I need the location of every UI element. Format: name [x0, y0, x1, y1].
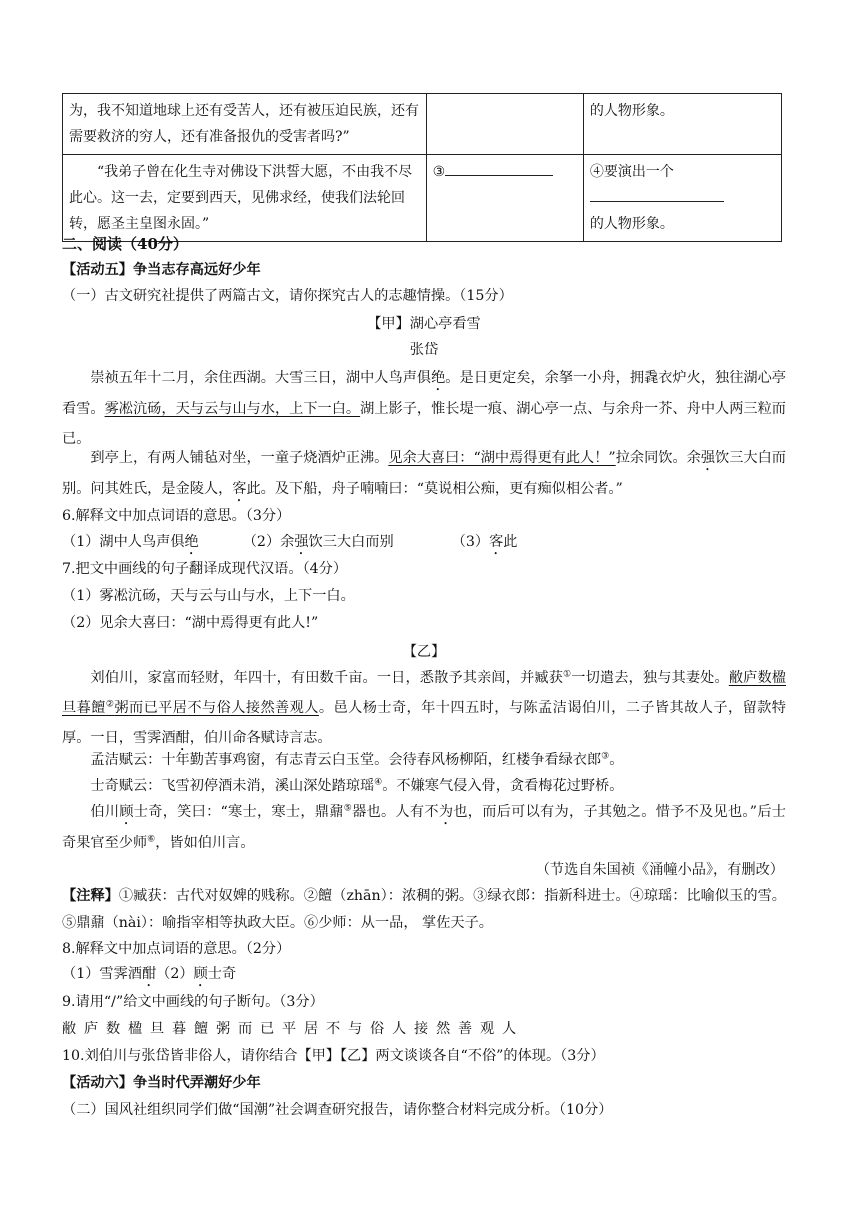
footnote-mark: ④ — [374, 777, 383, 788]
underlined-sentence: 见余大喜曰：“湖中焉得更有此人！” — [388, 450, 616, 466]
text: 一切遣去，独与其妻处。 — [571, 670, 729, 686]
answer-cell[interactable] — [426, 155, 583, 242]
text: 士奇，笑曰：“寒士，寒士，鼎鼐 — [133, 804, 344, 820]
footnote-mark: ③ — [601, 751, 610, 762]
answer-text: 的人物形象。 — [589, 216, 674, 232]
activity-heading — [62, 1071, 802, 1095]
answer-text: 的人物形象。 — [589, 103, 674, 119]
dotted-word: 客 — [489, 534, 504, 550]
footnote-mark: ② — [105, 699, 115, 710]
text: 此 — [503, 534, 518, 550]
text: （2）余 — [242, 534, 295, 550]
text: 。 — [609, 752, 624, 768]
text: 湖上影子，惟长堤一痕、湖心亭一点、与余舟一芥、舟中人两三粒而已。 — [62, 401, 786, 447]
blank-label: ③ — [432, 164, 446, 180]
dotted-word: 酣 — [175, 730, 190, 746]
text: 孟洁赋云：十年勤苦事鸡窗，有志青云白玉堂。会待春风杨柳陌，红楼争看绿衣郎 — [90, 752, 602, 768]
answer-cell[interactable] — [426, 94, 583, 155]
passage-paragraph — [62, 797, 786, 858]
passage-paragraph — [62, 363, 786, 454]
text: 此。及下船，舟子喃喃曰：“莫说相公痴，更有痴似相公者。” — [246, 481, 623, 497]
text: （1）湖中人鸟声俱 — [62, 534, 185, 550]
dotted-word: 为 — [438, 804, 454, 820]
question-intro: （一）古文研究社提供了两篇古文，请你探究古人的志趣情操。（15分） — [62, 288, 513, 304]
text: 拉余同饮。余 — [615, 450, 701, 466]
text: 。邑人杨士奇，年十四五时，与陈孟洁谒伯川，二子皆其故人子，留款特厚。一日，雪霁酒 — [62, 700, 786, 746]
question-10: 10.刘伯川与张岱皆非俗人，请你结合【甲】【乙】两文谈谈各自“不俗”的体现。（3分） — [62, 1048, 605, 1064]
question-6: 6.解释文中加点词语的意思。（3分） — [62, 508, 291, 524]
notes — [62, 883, 786, 937]
footnote-mark: ① — [563, 669, 572, 680]
text: 。不嫌寒气侵入骨，贪看梅花过野桥。 — [382, 778, 624, 794]
question-9: 9.请用“/”给文中画线的句子断句。（3分） — [62, 994, 324, 1010]
text: 。是日更定矣，余拏一小舟，拥毳衣炉火，独往湖心亭看雪。 — [62, 370, 786, 417]
dotted-word: 顾 — [119, 804, 134, 820]
quote-cell — [63, 155, 427, 242]
text: 伯川 — [90, 804, 120, 820]
text: ，伯川命各赋诗言志。 — [189, 730, 332, 746]
text: ，皆如伯川言。 — [155, 835, 255, 851]
answer-prefix: ④要演出一个 — [589, 164, 674, 180]
activity-label: 【活动五】 — [62, 262, 133, 278]
section-title: 二、阅读（40分） — [62, 235, 188, 253]
text: 崇祯五年十二月，余住西湖。大雪三日，湖中人鸟声俱 — [90, 370, 432, 386]
dotted-word: 客 — [232, 481, 247, 497]
table-row — [63, 94, 782, 155]
question-7-item: （1）雾凇沆砀，天与云与山与水，上下一白。 — [62, 588, 355, 604]
text: （1）雪霁酒 — [62, 966, 142, 982]
text: 也，而后可以有为，子其勉之。惜予不及见也。”后士奇果官至少师 — [62, 804, 786, 851]
text: （2） — [156, 966, 194, 982]
dotted-word: 绝 — [184, 534, 199, 550]
text: 器也。人有不 — [352, 804, 439, 820]
text: 刘伯川，家富而轻财，年四十，有田数千亩。一日，悉散予其亲闾，并臧获 — [90, 670, 564, 686]
text: （3） — [451, 534, 490, 550]
question-6-items — [62, 530, 802, 558]
underlined-sentence: 雾凇沆砀，天与云与山与水，上下一白。 — [104, 401, 361, 417]
question-7-item: （2）见余大喜曰：“湖中焉得更有此人!” — [62, 615, 319, 631]
text: 敝庐数楹旦暮饘 — [62, 670, 786, 716]
text: 饮三大白而别。问其姓氏，是金陵人， — [62, 450, 786, 497]
answer-cell[interactable] — [583, 155, 781, 242]
text: 饮三大白而别 — [308, 534, 394, 550]
question-7: 7.把文中画线的句子翻译成现代汉语。（4分） — [62, 561, 348, 577]
source-citation: （节选自朱国祯《涌幢小品》，有删改） — [535, 862, 784, 878]
notes-label: 【注释】 — [62, 888, 119, 904]
activity-heading — [62, 258, 802, 282]
footnote-mark: ⑥ — [147, 834, 156, 845]
passage-author: 张岱 — [409, 342, 439, 358]
question-8-items — [62, 962, 802, 990]
question-intro: （二）国风社组织同学们做“国潮”社会调查研究报告，请你整合材料完成分析。（10分） — [62, 1102, 613, 1118]
passage-paragraph — [62, 443, 786, 505]
answer-blank[interactable] — [445, 159, 553, 176]
activity-label: 【活动六】 — [62, 1075, 133, 1091]
role-table — [62, 93, 782, 242]
dotted-word: 顾 — [193, 966, 208, 982]
notes-text: ①臧获：古代对奴婢的贱称。②饘（zhān）：浓稠的粥。③绿衣郎：指新科进士。④琼瑶：比喻似玉的雪。⑤鼎鼐（nài）：喻指宰相等执政大臣。⑥少师：从一品， 掌佐天子。 — [62, 888, 786, 931]
answer-blank[interactable] — [590, 185, 724, 202]
dotted-word: 绝 — [431, 370, 446, 386]
dotted-word: 酣 — [141, 966, 157, 982]
quote-cell — [63, 94, 427, 155]
activity-title: 争当时代弄潮好少年 — [132, 1075, 261, 1091]
question-9-text: 敝庐数楹旦暮饘粥而已平居不与俗人接然善观人 — [62, 1021, 524, 1037]
dotted-word: 强 — [700, 450, 716, 466]
quote-text: “我弟子曾在化生寺对佛设下洪誓大愿，不由我不尽此心。这一去，定要到西天，见佛求经，使我们法轮回转，愿圣主皇图永固。” — [69, 164, 413, 232]
answer-cell[interactable] — [583, 94, 781, 155]
text: 士奇 — [207, 966, 237, 982]
activity-title: 争当志存高远好少年 — [132, 262, 261, 278]
passage-title: 【乙】 — [402, 644, 446, 660]
passage-title: 【甲】湖心亭看雪 — [367, 316, 481, 332]
text: 到亭上，有两人铺毡对坐，一童子烧酒炉正沸。 — [90, 450, 389, 466]
text: 士奇赋云：飞雪初停酒未消，溪山深处踏琼瑶 — [90, 778, 375, 794]
text: 粥而已平居不与俗人接然善观人 — [114, 700, 319, 716]
question-8: 8.解释文中加点词语的意思。（2分） — [62, 941, 291, 957]
passage-paragraph — [62, 663, 786, 754]
dotted-word: 强 — [294, 534, 309, 550]
quote-text: 为，我不知道地球上还有受苦人，还有被压迫民族，还有需要救济的穷人，还有准备报仇的受害者吗?” — [69, 103, 419, 145]
footnote-mark: ⑤ — [343, 803, 353, 814]
table-row — [63, 155, 782, 242]
